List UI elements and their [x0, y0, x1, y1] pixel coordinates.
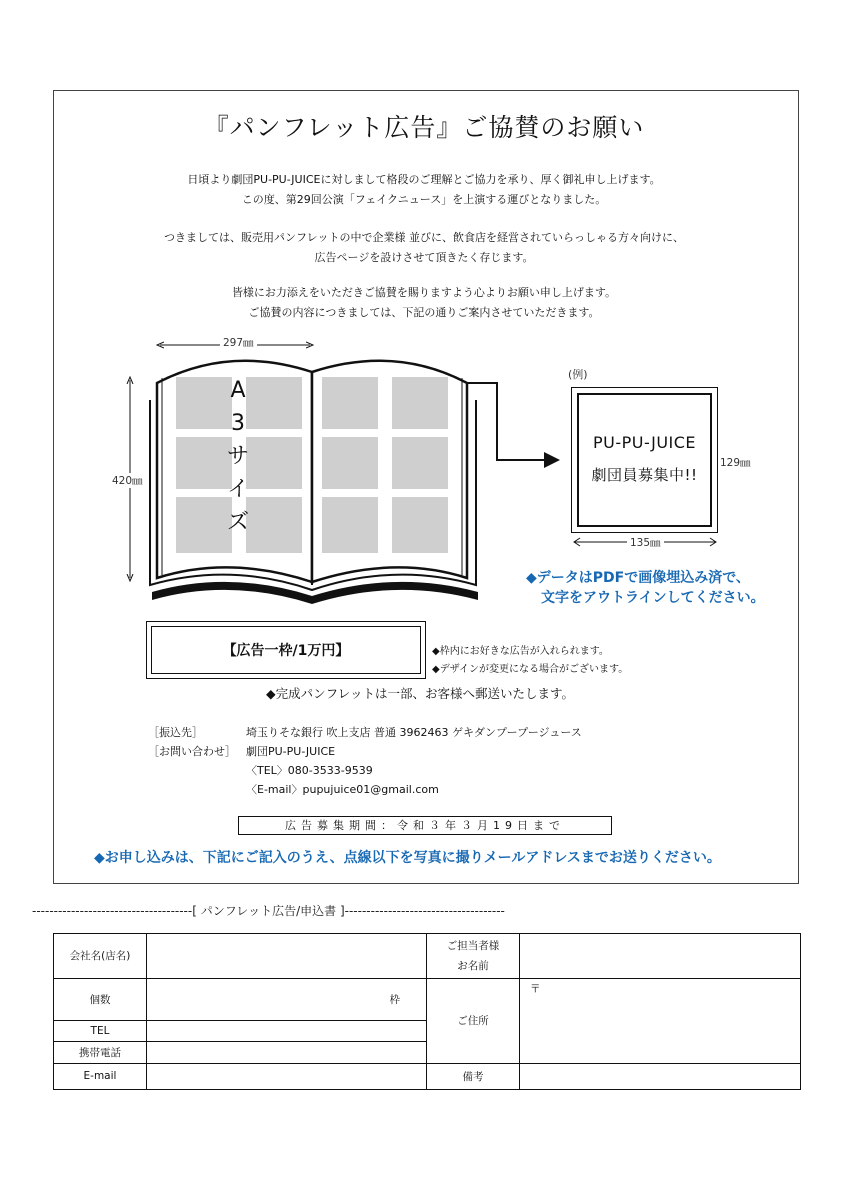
fee-box [146, 621, 426, 679]
remarks-field[interactable] [520, 1063, 801, 1089]
tel-label: TEL [54, 1021, 147, 1042]
size-char: 3 [231, 411, 245, 436]
ad-width-label: 135㎜ [627, 535, 664, 550]
postal-mark: 〒 [530, 982, 541, 995]
mail-note: ◆完成パンフレットは一部、お客様へ郵送いたします。 [266, 686, 574, 701]
ad-height-label: 129㎜ [720, 457, 751, 469]
size-vertical-text [224, 374, 252, 539]
company-field[interactable] [147, 934, 427, 979]
address-field[interactable] [520, 978, 801, 1063]
intro-line: 皆様にお力添えをいただきご協賛を賜りますよう心よりお願い申し上げます。 [231, 286, 617, 299]
example-ad-line-2: 劇団員募集中!! [591, 466, 698, 484]
example-ad-inner [577, 393, 712, 527]
remarks-label: 備考 [427, 1063, 520, 1089]
intro-line: ご協賛の内容につきましては、下記の通りご案内させていただきます。 [248, 306, 600, 319]
contact-label: ［お問い合わせ］ [148, 745, 236, 758]
intro-line: この度、第29回公演「フェイクニュース」を上演する運びとなりました。 [241, 193, 607, 206]
example-label: (例) [568, 368, 588, 381]
company-label: 会社名(店名) [54, 934, 147, 979]
cut-line: -------------------------------------[ パンフレット広告/申込書 ]------------------------------------- [32, 904, 505, 918]
application-form [53, 933, 801, 1090]
example-ad-box [571, 387, 718, 533]
quantity-label: 個数 [54, 978, 147, 1021]
note-design-change: ◆デザインが変更になる場合がございます。 [432, 664, 629, 675]
height-label: 420㎜ [112, 475, 143, 487]
example-ad-line-1: PU-PU-JUICE [592, 433, 697, 452]
ad-slot [246, 497, 302, 553]
intro-paragraph-3 [0, 283, 848, 323]
intro-paragraph-1 [0, 170, 848, 210]
ad-slot [246, 377, 302, 429]
size-char: A [230, 378, 246, 403]
address-label: ご住所 [427, 978, 520, 1063]
size-char: ズ [226, 510, 249, 535]
width-label: 297㎜ [220, 335, 257, 350]
ad-slot [392, 377, 448, 429]
data-note-line-2: 文字をアウトラインしてください。 [541, 590, 765, 606]
contact-person-field[interactable] [520, 934, 801, 979]
connector-arrow [467, 383, 558, 460]
contact-tel: 〈TEL〉080-3533-9539 [246, 764, 373, 777]
ad-slot [392, 497, 448, 553]
intro-line: 日頃より劇団PU-PU-JUICEに対しまして格段のご理解とご協力を承り、厚く御礼申し上げます。 [187, 173, 661, 186]
ad-slot [392, 437, 448, 489]
ad-slot [322, 437, 378, 489]
contact-email: 〈E-mail〉pupujuice01@gmail.com [246, 783, 439, 796]
bank-value: 埼玉りそな銀行 吹上支店 普通 3962463 ゲキダンプープージュース [246, 726, 582, 739]
contact-name: 劇団PU-PU-JUICE [246, 745, 336, 758]
size-char: サ [226, 444, 249, 469]
mobile-field[interactable] [147, 1042, 427, 1063]
apply-note: ◆お申し込みは、下記にご記入のうえ、点線以下を写真に撮りメールアドレスまでお送りください。 [94, 850, 721, 866]
page-title: 『パンフレット広告』ご協賛のお願い [203, 113, 645, 142]
open-book-illustration [150, 361, 478, 604]
email-field[interactable] [147, 1063, 427, 1089]
contact-person-label: ご担当者様 お名前 [427, 934, 520, 979]
quantity-field[interactable] [147, 978, 427, 1021]
intro-line: つきましては、販売用パンフレットの中で企業様 並びに、飲食店を経営されていらっしゃる方々向けに、 [164, 231, 684, 244]
ad-slot [322, 377, 378, 429]
ad-slot [246, 437, 302, 489]
application-period: 広告募集期間：令和３年３月19日まで [238, 816, 612, 835]
fee-label: 【広告一枠/1万円】 [151, 626, 421, 674]
pamphlet-diagram [110, 330, 580, 610]
quantity-unit: 枠 [389, 993, 400, 1006]
mobile-label: 携帯電話 [54, 1042, 147, 1063]
ad-slot [322, 497, 378, 553]
data-note-line-1: ◆データはPDFで画像埋込み済で、 [526, 570, 750, 586]
email-label: E-mail [54, 1063, 147, 1089]
tel-field[interactable] [147, 1021, 427, 1042]
size-char: イ [226, 477, 249, 502]
intro-paragraph-2 [0, 228, 848, 268]
note-free-ad: ◆枠内にお好きな広告が入れられます。 [432, 646, 609, 657]
bank-label: ［振込先］ [148, 726, 203, 739]
intro-line: 広告ページを設けさせて頂きたく存じます。 [314, 251, 534, 264]
